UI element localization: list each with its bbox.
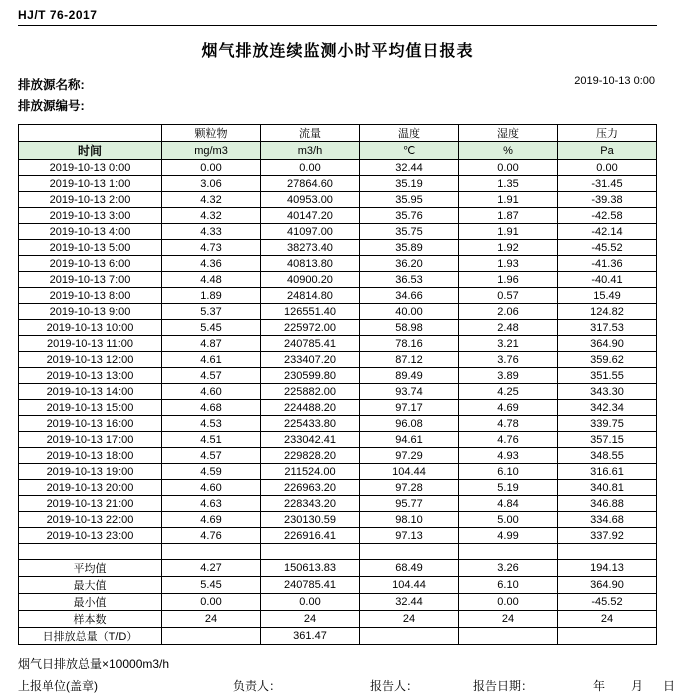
summary-flow: 240785.41	[261, 577, 360, 594]
header-col-3: 温度	[360, 125, 459, 142]
cell-pressure: 15.49	[558, 288, 657, 304]
summary-temp: 24	[360, 611, 459, 628]
header-col-4: 湿度	[459, 125, 558, 142]
cell-humidity: 3.89	[459, 368, 558, 384]
daily-total-value: 361.47	[261, 628, 360, 645]
cell-pm: 4.61	[162, 352, 261, 368]
cell-pm: 5.45	[162, 320, 261, 336]
cell-pressure: 359.62	[558, 352, 657, 368]
cell-pressure: -31.45	[558, 176, 657, 192]
cell-pressure: 357.15	[558, 432, 657, 448]
cell-pressure: 0.00	[558, 160, 657, 176]
cell-pm: 4.60	[162, 480, 261, 496]
report-datetime: 2019-10-13 0:00	[574, 75, 655, 87]
cell-humidity: 0.57	[459, 288, 558, 304]
cell-time: 2019-10-13 18:00	[19, 448, 162, 464]
daily-total-blank-pm	[162, 628, 261, 645]
summary-humidity: 0.00	[459, 594, 558, 611]
summary-pm: 4.27	[162, 560, 261, 577]
cell-humidity: 4.69	[459, 400, 558, 416]
reporter-unit-label: 上报单位(盖章)	[18, 679, 98, 693]
cell-flow: 38273.40	[261, 240, 360, 256]
cell-pm: 4.69	[162, 512, 261, 528]
cell-pm: 3.06	[162, 176, 261, 192]
cell-time: 2019-10-13 17:00	[19, 432, 162, 448]
cell-temp: 97.13	[360, 528, 459, 544]
cell-temp: 95.77	[360, 496, 459, 512]
header-blank	[19, 125, 162, 142]
cell-humidity: 1.91	[459, 224, 558, 240]
cell-flow: 211524.00	[261, 464, 360, 480]
cell-flow: 41097.00	[261, 224, 360, 240]
month-label: 月	[631, 679, 644, 693]
cell-pm: 4.73	[162, 240, 261, 256]
day-label: 日	[663, 679, 675, 693]
summary-pressure: 24	[558, 611, 657, 628]
cell-pm: 4.68	[162, 400, 261, 416]
summary-humidity: 24	[459, 611, 558, 628]
cell-pressure: 346.88	[558, 496, 657, 512]
cell-pm: 4.36	[162, 256, 261, 272]
cell-time: 2019-10-13 19:00	[19, 464, 162, 480]
unit-col-3: ℃	[360, 142, 459, 160]
summary-label: 最小值	[19, 594, 162, 611]
table-row	[19, 304, 657, 320]
cell-time: 2019-10-13 22:00	[19, 512, 162, 528]
reporter-label: 报告人：	[370, 679, 419, 693]
summary-flow: 0.00	[261, 594, 360, 611]
cell-temp: 104.44	[360, 464, 459, 480]
cell-flow: 0.00	[261, 160, 360, 176]
cell-time: 2019-10-13 12:00	[19, 352, 162, 368]
summary-pm: 24	[162, 611, 261, 628]
cell-pm: 4.32	[162, 208, 261, 224]
page-title: 烟气排放连续监测小时平均值日报表	[201, 43, 474, 60]
hourly-average-table	[18, 124, 657, 645]
cell-temp: 35.75	[360, 224, 459, 240]
cell-humidity: 5.00	[459, 512, 558, 528]
daily-total-blank-temp	[360, 628, 459, 645]
table-row	[19, 448, 657, 464]
cell-flow: 225433.80	[261, 416, 360, 432]
cell-humidity: 1.35	[459, 176, 558, 192]
cell-pm: 4.60	[162, 384, 261, 400]
cell-flow: 224488.20	[261, 400, 360, 416]
cell-temp: 97.28	[360, 480, 459, 496]
table-unit-row	[19, 142, 657, 160]
daily-total-blank-pressure	[558, 628, 657, 645]
spacer-row	[19, 544, 657, 560]
cell-humidity: 3.21	[459, 336, 558, 352]
cell-humidity: 0.00	[459, 160, 558, 176]
unit-col-2: m3/h	[261, 142, 360, 160]
table-row	[19, 224, 657, 240]
cell-pm: 4.59	[162, 464, 261, 480]
cell-pressure: -40.41	[558, 272, 657, 288]
cell-humidity: 6.10	[459, 464, 558, 480]
summary-pm: 0.00	[162, 594, 261, 611]
table-row	[19, 368, 657, 384]
cell-pm: 1.89	[162, 288, 261, 304]
table-row	[19, 192, 657, 208]
cell-pressure: 348.55	[558, 448, 657, 464]
header-divider	[18, 25, 657, 26]
cell-time: 2019-10-13 23:00	[19, 528, 162, 544]
table-row	[19, 336, 657, 352]
cell-temp: 32.44	[360, 160, 459, 176]
source-code-label: 排放源编号:	[18, 99, 85, 113]
cell-temp: 87.12	[360, 352, 459, 368]
cell-time: 2019-10-13 20:00	[19, 480, 162, 496]
source-name-label: 排放源名称:	[18, 78, 85, 92]
standard-code: HJ/T 76-2017	[18, 8, 98, 22]
table-row	[19, 288, 657, 304]
table-row	[19, 512, 657, 528]
cell-flow: 24814.80	[261, 288, 360, 304]
cell-time: 2019-10-13 16:00	[19, 416, 162, 432]
table-row	[19, 240, 657, 256]
cell-pressure: 334.68	[558, 512, 657, 528]
table-row	[19, 384, 657, 400]
cell-pressure: -42.58	[558, 208, 657, 224]
cell-pressure: 340.81	[558, 480, 657, 496]
summary-humidity: 3.26	[459, 560, 558, 577]
daily-total-row	[19, 628, 657, 645]
cell-flow: 240785.41	[261, 336, 360, 352]
cell-flow: 27864.60	[261, 176, 360, 192]
cell-time: 2019-10-13 13:00	[19, 368, 162, 384]
cell-time: 2019-10-13 15:00	[19, 400, 162, 416]
cell-time: 2019-10-13 2:00	[19, 192, 162, 208]
cell-flow: 226916.41	[261, 528, 360, 544]
cell-temp: 93.74	[360, 384, 459, 400]
cell-time: 2019-10-13 0:00	[19, 160, 162, 176]
cell-temp: 40.00	[360, 304, 459, 320]
cell-flow: 126551.40	[261, 304, 360, 320]
summary-flow: 24	[261, 611, 360, 628]
table-header-row	[19, 125, 657, 142]
cell-pressure: -41.36	[558, 256, 657, 272]
cell-pressure: -45.52	[558, 240, 657, 256]
cell-flow: 40147.20	[261, 208, 360, 224]
summary-label: 平均值	[19, 560, 162, 577]
cell-pressure: 364.90	[558, 336, 657, 352]
cell-temp: 36.53	[360, 272, 459, 288]
header-col-5: 压力	[558, 125, 657, 142]
table-row	[19, 208, 657, 224]
summary-row-max	[19, 577, 657, 594]
cell-temp: 35.95	[360, 192, 459, 208]
cell-flow: 233407.20	[261, 352, 360, 368]
cell-temp: 96.08	[360, 416, 459, 432]
cell-temp: 35.76	[360, 208, 459, 224]
summary-pressure: 194.13	[558, 560, 657, 577]
cell-pm: 4.76	[162, 528, 261, 544]
summary-temp: 104.44	[360, 577, 459, 594]
cell-time: 2019-10-13 5:00	[19, 240, 162, 256]
cell-pressure: 316.61	[558, 464, 657, 480]
unit-col-1: mg/m3	[162, 142, 261, 160]
cell-time: 2019-10-13 8:00	[19, 288, 162, 304]
cell-temp: 35.19	[360, 176, 459, 192]
unit-col-4: %	[459, 142, 558, 160]
table-row	[19, 464, 657, 480]
cell-flow: 226963.20	[261, 480, 360, 496]
cell-flow: 40900.20	[261, 272, 360, 288]
cell-humidity: 2.48	[459, 320, 558, 336]
cell-pressure: 317.53	[558, 320, 657, 336]
cell-time: 2019-10-13 7:00	[19, 272, 162, 288]
table-row	[19, 432, 657, 448]
summary-flow: 150613.83	[261, 560, 360, 577]
cell-pm: 0.00	[162, 160, 261, 176]
source-name-row	[18, 75, 657, 95]
header-col-1: 颗粒物	[162, 125, 261, 142]
summary-temp: 32.44	[360, 594, 459, 611]
table-row	[19, 176, 657, 192]
cell-pressure: 337.92	[558, 528, 657, 544]
cell-humidity: 4.93	[459, 448, 558, 464]
cell-humidity: 4.25	[459, 384, 558, 400]
cell-time: 2019-10-13 14:00	[19, 384, 162, 400]
unit-col-5: Pa	[558, 142, 657, 160]
cell-time: 2019-10-13 9:00	[19, 304, 162, 320]
cell-time: 2019-10-13 6:00	[19, 256, 162, 272]
cell-pressure: 124.82	[558, 304, 657, 320]
table-row	[19, 320, 657, 336]
cell-humidity: 4.78	[459, 416, 558, 432]
cell-humidity: 4.76	[459, 432, 558, 448]
cell-flow: 229828.20	[261, 448, 360, 464]
unit-note: 烟气日排放总量×10000m3/h	[18, 657, 170, 671]
cell-time: 2019-10-13 11:00	[19, 336, 162, 352]
cell-pm: 4.48	[162, 272, 261, 288]
cell-temp: 98.10	[360, 512, 459, 528]
cell-pressure: 351.55	[558, 368, 657, 384]
table-row	[19, 480, 657, 496]
cell-flow: 225972.00	[261, 320, 360, 336]
cell-humidity: 1.87	[459, 208, 558, 224]
cell-flow: 230599.80	[261, 368, 360, 384]
table-row	[19, 496, 657, 512]
unit-col-0: 时间	[19, 142, 162, 160]
table-row	[19, 272, 657, 288]
summary-label: 最大值	[19, 577, 162, 594]
cell-pressure: -42.14	[558, 224, 657, 240]
cell-pm: 5.37	[162, 304, 261, 320]
footer	[18, 655, 675, 695]
cell-flow: 40953.00	[261, 192, 360, 208]
daily-total-blank-humidity	[459, 628, 558, 645]
table-row	[19, 416, 657, 432]
cell-temp: 34.66	[360, 288, 459, 304]
cell-humidity: 4.99	[459, 528, 558, 544]
cell-humidity: 2.06	[459, 304, 558, 320]
cell-flow: 233042.41	[261, 432, 360, 448]
cell-humidity: 3.76	[459, 352, 558, 368]
cell-pm: 4.63	[162, 496, 261, 512]
cell-temp: 89.49	[360, 368, 459, 384]
table-row	[19, 400, 657, 416]
cell-time: 2019-10-13 10:00	[19, 320, 162, 336]
cell-humidity: 1.91	[459, 192, 558, 208]
cell-time: 2019-10-13 4:00	[19, 224, 162, 240]
cell-pm: 4.57	[162, 368, 261, 384]
summary-pm: 5.45	[162, 577, 261, 594]
cell-temp: 36.20	[360, 256, 459, 272]
cell-pressure: 342.34	[558, 400, 657, 416]
cell-humidity: 1.93	[459, 256, 558, 272]
summary-humidity: 6.10	[459, 577, 558, 594]
cell-flow: 40813.80	[261, 256, 360, 272]
cell-humidity: 4.84	[459, 496, 558, 512]
summary-pressure: 364.90	[558, 577, 657, 594]
cell-pm: 4.87	[162, 336, 261, 352]
cell-pm: 4.33	[162, 224, 261, 240]
header-col-2: 流量	[261, 125, 360, 142]
cell-humidity: 5.19	[459, 480, 558, 496]
cell-flow: 228343.20	[261, 496, 360, 512]
cell-pressure: 339.75	[558, 416, 657, 432]
cell-time: 2019-10-13 1:00	[19, 176, 162, 192]
cell-pressure: -39.38	[558, 192, 657, 208]
cell-pressure: 343.30	[558, 384, 657, 400]
cell-pm: 4.53	[162, 416, 261, 432]
responsible-label: 负责人：	[233, 679, 282, 693]
cell-pm: 4.51	[162, 432, 261, 448]
table-row	[19, 256, 657, 272]
cell-pm: 4.57	[162, 448, 261, 464]
cell-temp: 58.98	[360, 320, 459, 336]
report-date-label: 报告日期：	[473, 679, 534, 693]
table-row	[19, 528, 657, 544]
year-label: 年	[593, 679, 606, 693]
source-code-row	[18, 96, 657, 116]
cell-temp: 97.29	[360, 448, 459, 464]
cell-temp: 78.16	[360, 336, 459, 352]
summary-row-count	[19, 611, 657, 628]
cell-flow: 230130.59	[261, 512, 360, 528]
summary-row-average	[19, 560, 657, 577]
table-row	[19, 352, 657, 368]
summary-label: 样本数	[19, 611, 162, 628]
cell-temp: 35.89	[360, 240, 459, 256]
summary-row-min	[19, 594, 657, 611]
table-row	[19, 160, 657, 176]
cell-temp: 94.61	[360, 432, 459, 448]
cell-time: 2019-10-13 21:00	[19, 496, 162, 512]
cell-humidity: 1.96	[459, 272, 558, 288]
signature-line	[18, 677, 675, 695]
daily-total-label: 日排放总量（T/D）	[19, 628, 162, 645]
cell-pm: 4.32	[162, 192, 261, 208]
summary-temp: 68.49	[360, 560, 459, 577]
cell-humidity: 1.92	[459, 240, 558, 256]
cell-time: 2019-10-13 3:00	[19, 208, 162, 224]
cell-temp: 97.17	[360, 400, 459, 416]
summary-pressure: -45.52	[558, 594, 657, 611]
cell-flow: 225882.00	[261, 384, 360, 400]
